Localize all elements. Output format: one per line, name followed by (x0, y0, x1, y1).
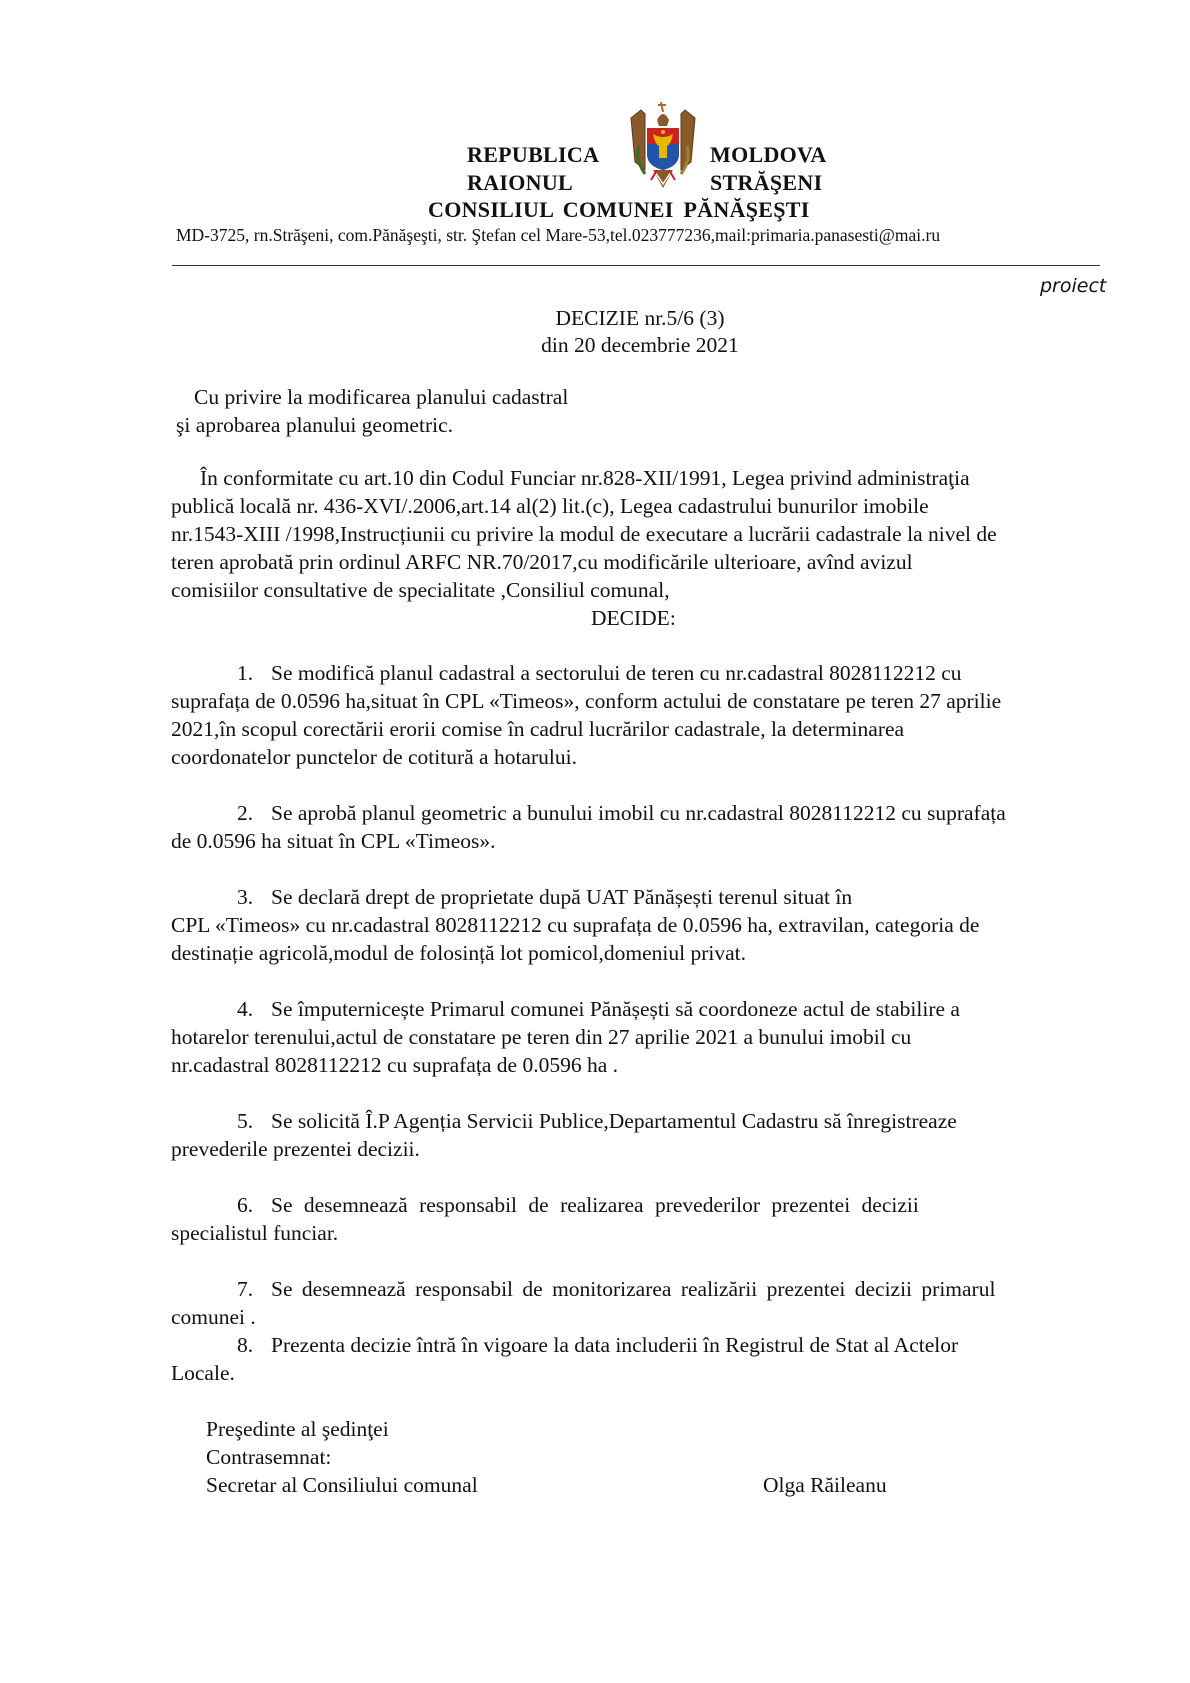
signature-secretary-name: Olga Răileanu (763, 1473, 887, 1497)
subject-line: Cu privire la modificarea planului cadastral (194, 385, 569, 409)
item-line: de 0.0596 ha situat în CPL «Timeos». (171, 829, 496, 853)
item-number: 1. (237, 661, 254, 685)
coat-of-arms-icon (627, 100, 699, 192)
item-line: CPL «Timeos» cu nr.cadastral 8028112212 cu suprafața de 0.0596 ha, extravilan, categoria de (171, 913, 980, 937)
preamble-line: publică locală nr. 436-XVI/.2006,art.14 al(2) lit.(c), Legea cadastrului bunurilor imobile (171, 494, 929, 518)
header-moldova: MOLDOVA (710, 142, 827, 167)
decision-date: din 20 decembrie 2021 (541, 333, 739, 357)
item-number: 6. (237, 1193, 254, 1217)
item-number: 8. (237, 1333, 254, 1357)
item-line: Se modifică planul cadastral a sectorului de teren cu nr.cadastral 8028112212 cu (271, 661, 962, 685)
item-number: 2. (237, 801, 254, 825)
item-line: Prezenta decizie întră în vigoare la data includerii în Registrul de Stat al Actelor (271, 1333, 959, 1357)
signature-countersigned: Contrasemnat: (206, 1445, 332, 1469)
item-line: Se desemnează responsabil de realizarea prevederilor prezentei decizii (271, 1193, 919, 1217)
item-line: Locale. (171, 1361, 235, 1385)
item-line: Se desemnează responsabil de monitorizarea realizării prezentei decizii primarul (271, 1277, 996, 1301)
item-line: specialistul funciar. (171, 1221, 339, 1245)
header-divider (172, 265, 1100, 266)
decide-heading: DECIDE: (591, 606, 676, 630)
subject-line: şi aprobarea planului geometric. (176, 413, 454, 437)
header-council: CONSILIUL COMUNEI PĂNĂŞEŞTI (428, 197, 810, 222)
item-line: nr.cadastral 8028112212 cu suprafața de 0.0596 ha . (171, 1053, 618, 1077)
signature-secretary: Secretar al Consiliului comunal (206, 1473, 478, 1497)
decision-number: DECIZIE nr.5/6 (3) (555, 306, 725, 330)
item-line: Se aprobă planul geometric a bunului imobil cu nr.cadastral 8028112212 cu suprafața (271, 801, 1006, 825)
item-number: 7. (237, 1277, 254, 1301)
item-line: Se declară drept de proprietate după UAT Pănășești terenul situat în (271, 885, 853, 909)
preamble-line: În conformitate cu art.10 din Codul Funciar nr.828-XII/1991, Legea privind administraţia (200, 466, 970, 490)
header-raionul: RAIONUL (467, 170, 573, 195)
signature-chair: Preşedinte al şedinţei (206, 1417, 389, 1441)
item-line: hotarelor terenului,actul de constatare pe teren din 27 aprilie 2021 a bunului imobil cu (171, 1025, 912, 1049)
item-line: destinație agricolă,modul de folosință lot pomicol,domeniul privat. (171, 941, 746, 965)
item-line: suprafața de 0.0596 ha,situat în CPL «Timeos», conform actului de constatare pe teren 27 aprilie (171, 689, 1002, 713)
preamble-line: comisiilor consultative de specialitate ,Consiliul comunal, (171, 578, 670, 602)
draft-label: proiect (1040, 275, 1107, 297)
item-line: 2021,în scopul corectării erorii comise în cadrul lucrărilor cadastrale, la determinarea (171, 717, 905, 741)
item-line: coordonatelor punctelor de cotitură a hotarului. (171, 745, 577, 769)
header-republica: REPUBLICA (467, 142, 600, 167)
header-address: MD-3725, rn.Străşeni, com.Pănăşeşti, str. Ştefan cel Mare-53,tel.023777236,mail:primaria.panasesti@mai.ru (176, 225, 941, 245)
item-line: prevederile prezentei decizii. (171, 1137, 420, 1161)
item-line: comunei . (171, 1305, 256, 1329)
preamble-line: teren aprobată prin ordinul ARFC NR.70/2017,cu modificările ulterioare, avînd avizul (171, 550, 913, 574)
item-number: 3. (237, 885, 254, 909)
item-line: Se solicită Î.P Agenția Servicii Publice,Departamentul Cadastru să înregistreaze (271, 1109, 957, 1133)
item-number: 5. (237, 1109, 254, 1133)
header-straseni: STRĂŞENI (710, 170, 823, 195)
preamble-line: nr.1543-XIII /1998,Instrucțiunii cu privire la modul de executare a lucrării cadastrale la nivel de (171, 522, 997, 546)
item-number: 4. (237, 997, 254, 1021)
item-line: Se împuternicește Primarul comunei Pănășești să coordoneze actul de stabilire a (271, 997, 960, 1021)
